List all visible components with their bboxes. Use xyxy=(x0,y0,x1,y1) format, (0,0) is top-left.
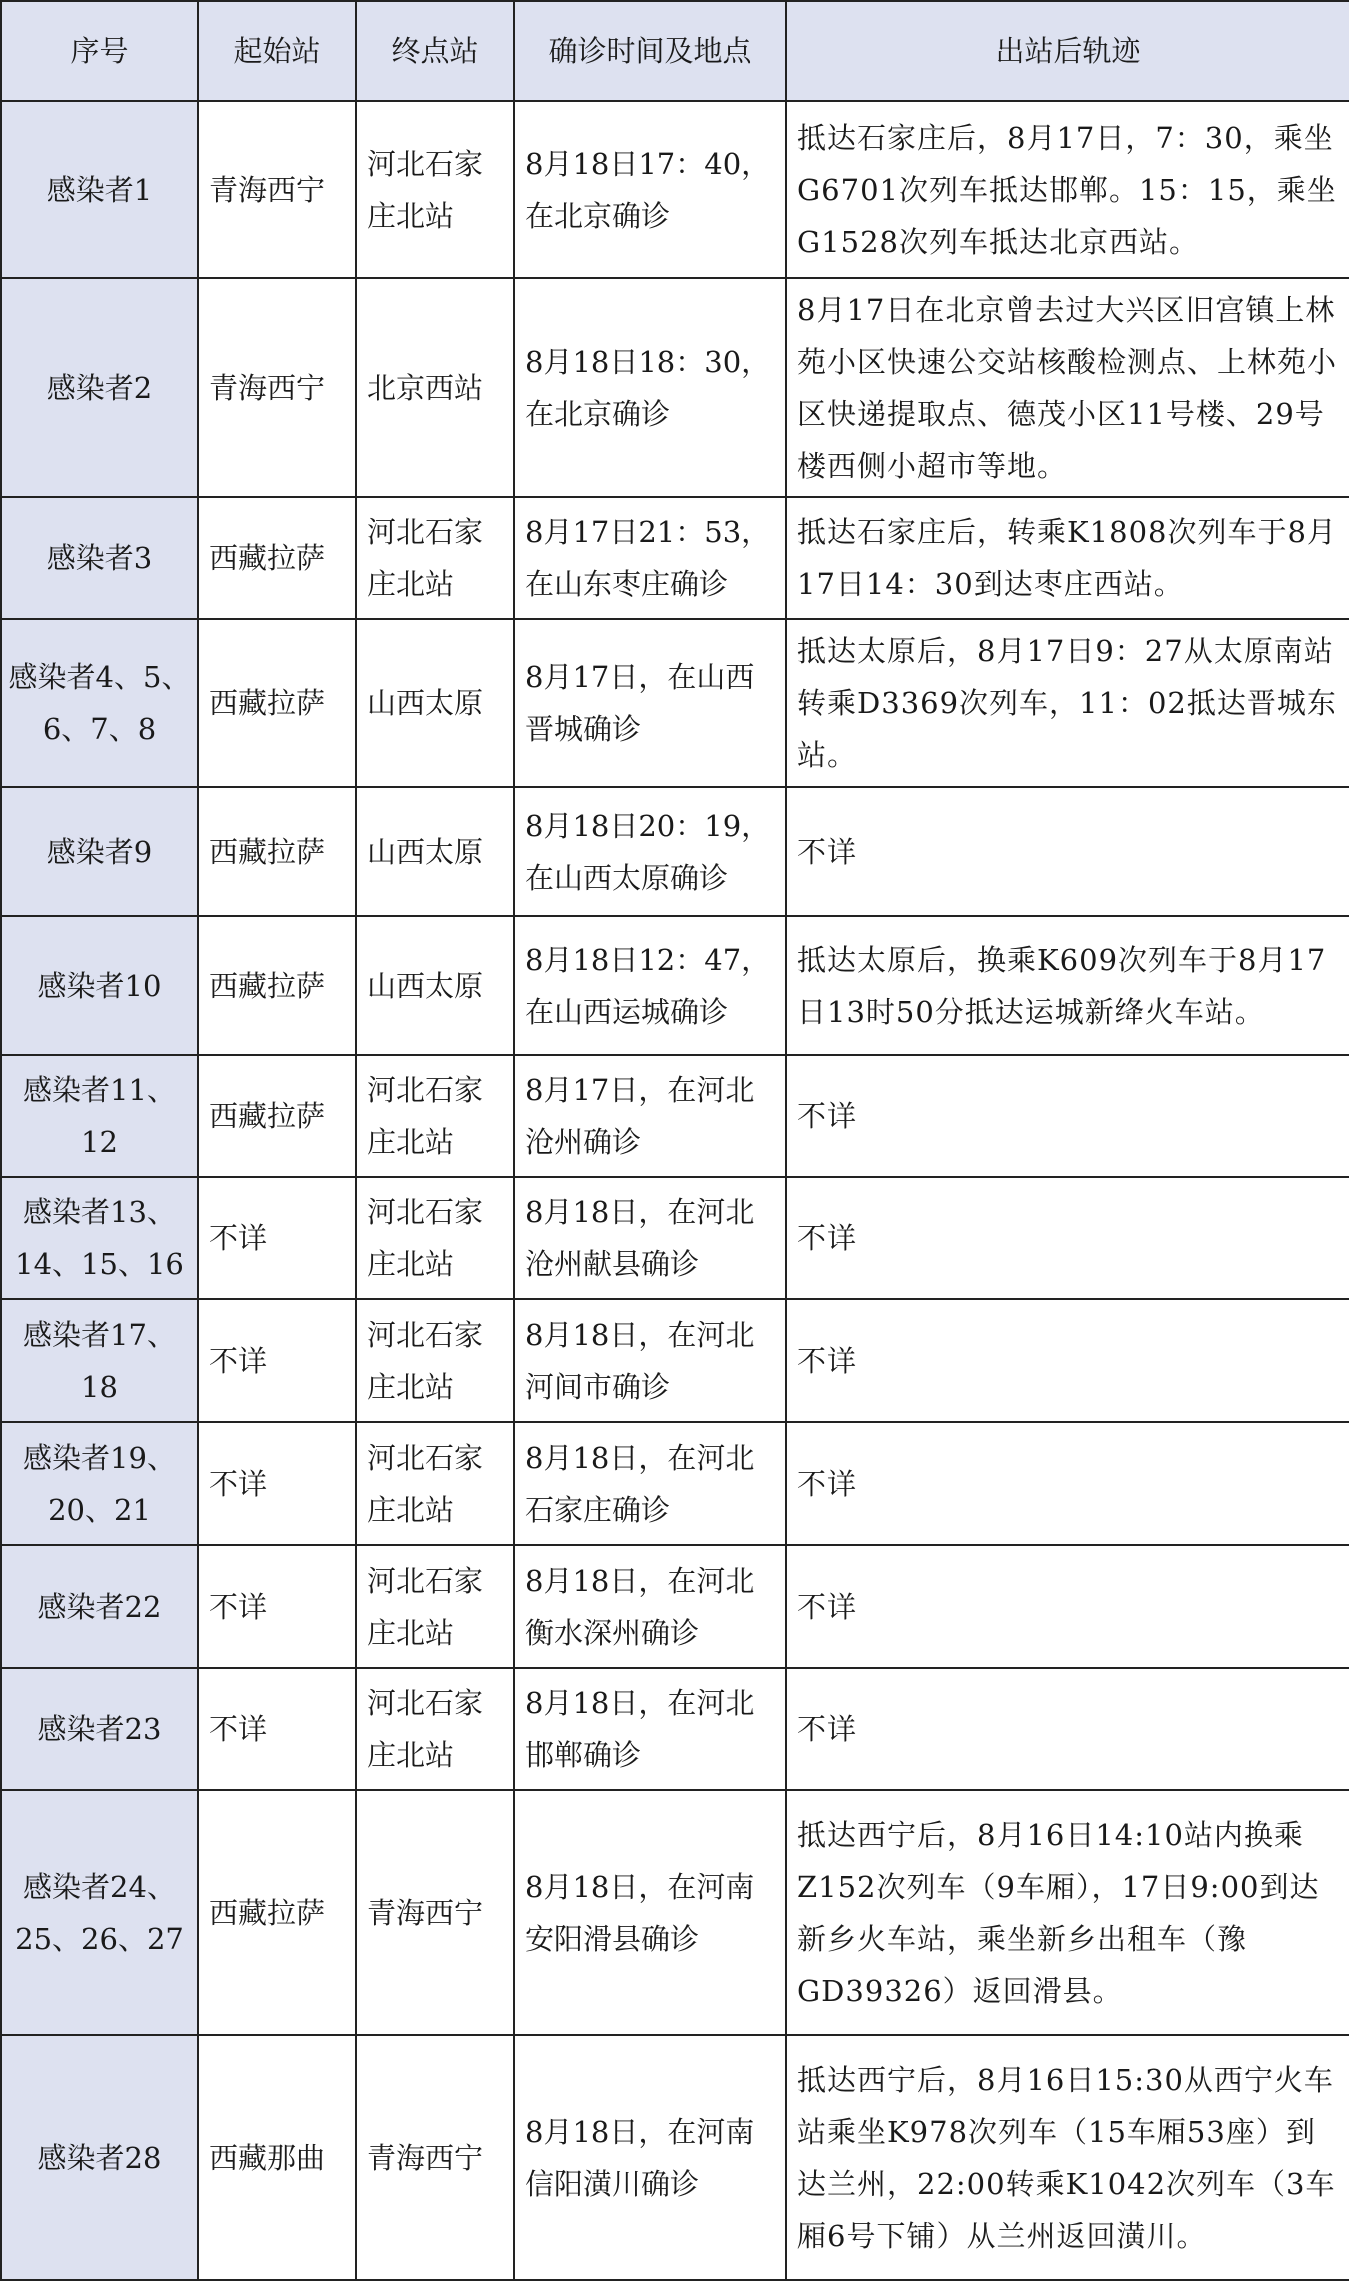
diagnosis-info: 8月17日，在山西晋城确诊 xyxy=(514,619,786,787)
end-station: 河北石家庄北站 xyxy=(356,1422,514,1545)
table-row xyxy=(1,1422,1349,1545)
start-station: 西藏拉萨 xyxy=(198,916,356,1055)
header-trajectory: 出站后轨迹 xyxy=(786,1,1349,101)
end-station: 北京西站 xyxy=(356,278,514,497)
trajectory-info: 抵达石家庄后，转乘K1808次列车于8月17日14：30到达枣庄西站。 xyxy=(786,497,1349,619)
end-station: 山西太原 xyxy=(356,787,514,916)
trajectory-info: 不详 xyxy=(786,1545,1349,1668)
start-station: 青海西宁 xyxy=(198,278,356,497)
start-station: 西藏拉萨 xyxy=(198,497,356,619)
start-station: 不详 xyxy=(198,1299,356,1422)
trajectory-info: 抵达太原后，8月17日9：27从太原南站转乘D3369次列车，11：02抵达晋城东站。 xyxy=(786,619,1349,787)
trajectory-info: 不详 xyxy=(786,1055,1349,1177)
case-id: 感染者28 xyxy=(1,2035,198,2280)
table-row xyxy=(1,1299,1349,1422)
header-diagnosis: 确诊时间及地点 xyxy=(514,1,786,101)
table-row xyxy=(1,278,1349,497)
header-id: 序号 xyxy=(1,1,198,101)
trajectory-info: 不详 xyxy=(786,1668,1349,1790)
trajectory-info: 8月17日在北京曾去过大兴区旧宫镇上林苑小区快速公交站核酸检测点、上林苑小区快递提取点、德茂小区11号楼、29号楼西侧小超市等地。 xyxy=(786,278,1349,497)
diagnosis-info: 8月17日21：53，在山东枣庄确诊 xyxy=(514,497,786,619)
trajectory-info: 不详 xyxy=(786,1422,1349,1545)
start-station: 不详 xyxy=(198,1668,356,1790)
case-id: 感染者9 xyxy=(1,787,198,916)
case-id: 感染者11、12 xyxy=(1,1055,198,1177)
trajectory-info: 不详 xyxy=(786,787,1349,916)
start-station: 不详 xyxy=(198,1545,356,1668)
table-row xyxy=(1,787,1349,916)
end-station: 山西太原 xyxy=(356,916,514,1055)
header-start-station: 起始站 xyxy=(198,1,356,101)
diagnosis-info: 8月18日，在河南信阳潢川确诊 xyxy=(514,2035,786,2280)
start-station: 不详 xyxy=(198,1177,356,1299)
diagnosis-info: 8月18日，在河北河间市确诊 xyxy=(514,1299,786,1422)
diagnosis-info: 8月17日，在河北沧州确诊 xyxy=(514,1055,786,1177)
table-row xyxy=(1,1790,1349,2035)
diagnosis-info: 8月18日，在河北石家庄确诊 xyxy=(514,1422,786,1545)
header-row xyxy=(1,1,1349,101)
case-id: 感染者19、20、21 xyxy=(1,1422,198,1545)
trajectory-info: 抵达石家庄后，8月17日，7：30，乘坐G6701次列车抵达邯郸。15：15，乘坐G1528次列车抵达北京西站。 xyxy=(786,101,1349,278)
case-id: 感染者23 xyxy=(1,1668,198,1790)
diagnosis-info: 8月18日20：19，在山西太原确诊 xyxy=(514,787,786,916)
end-station: 河北石家庄北站 xyxy=(356,1668,514,1790)
table-row xyxy=(1,101,1349,278)
header-end-station: 终点站 xyxy=(356,1,514,101)
end-station: 山西太原 xyxy=(356,619,514,787)
start-station: 青海西宁 xyxy=(198,101,356,278)
end-station: 河北石家庄北站 xyxy=(356,1177,514,1299)
end-station: 青海西宁 xyxy=(356,1790,514,2035)
end-station: 河北石家庄北站 xyxy=(356,497,514,619)
end-station: 青海西宁 xyxy=(356,2035,514,2280)
trajectory-info: 抵达西宁后，8月16日14:10站内换乘Z152次列车（9车厢），17日9:00到达新乡火车站，乘坐新乡出租车（豫GD39326）返回滑县。 xyxy=(786,1790,1349,2035)
end-station: 河北石家庄北站 xyxy=(356,101,514,278)
start-station: 西藏那曲 xyxy=(198,2035,356,2280)
diagnosis-info: 8月18日17：40，在北京确诊 xyxy=(514,101,786,278)
end-station: 河北石家庄北站 xyxy=(356,1545,514,1668)
start-station: 西藏拉萨 xyxy=(198,1055,356,1177)
trajectory-info: 抵达太原后，换乘K609次列车于8月17日13时50分抵达运城新绛火车站。 xyxy=(786,916,1349,1055)
end-station: 河北石家庄北站 xyxy=(356,1299,514,1422)
table-row xyxy=(1,2035,1349,2280)
trajectory-info: 不详 xyxy=(786,1299,1349,1422)
table-row xyxy=(1,1177,1349,1299)
case-id: 感染者2 xyxy=(1,278,198,497)
case-id: 感染者17、18 xyxy=(1,1299,198,1422)
diagnosis-info: 8月18日12：47，在山西运城确诊 xyxy=(514,916,786,1055)
case-id: 感染者4、5、6、7、8 xyxy=(1,619,198,787)
table-row xyxy=(1,1545,1349,1668)
case-id: 感染者24、25、26、27 xyxy=(1,1790,198,2035)
trajectory-info: 抵达西宁后，8月16日15:30从西宁火车站乘坐K978次列车（15车厢53座）到达兰州，22:00转乘K1042次列车（3车厢6号下铺）从兰州返回潢川。 xyxy=(786,2035,1349,2280)
start-station: 西藏拉萨 xyxy=(198,1790,356,2035)
case-id: 感染者22 xyxy=(1,1545,198,1668)
diagnosis-info: 8月18日，在河南安阳滑县确诊 xyxy=(514,1790,786,2035)
end-station: 河北石家庄北站 xyxy=(356,1055,514,1177)
case-id: 感染者10 xyxy=(1,916,198,1055)
case-id: 感染者3 xyxy=(1,497,198,619)
table-row xyxy=(1,619,1349,787)
start-station: 不详 xyxy=(198,1422,356,1545)
diagnosis-info: 8月18日，在河北邯郸确诊 xyxy=(514,1668,786,1790)
trajectory-info: 不详 xyxy=(786,1177,1349,1299)
diagnosis-info: 8月18日18：30，在北京确诊 xyxy=(514,278,786,497)
case-id: 感染者1 xyxy=(1,101,198,278)
table-row xyxy=(1,1668,1349,1790)
case-id: 感染者13、14、15、16 xyxy=(1,1177,198,1299)
table-row xyxy=(1,497,1349,619)
table-row xyxy=(1,1055,1349,1177)
start-station: 西藏拉萨 xyxy=(198,787,356,916)
table-row xyxy=(1,916,1349,1055)
diagnosis-info: 8月18日，在河北衡水深州确诊 xyxy=(514,1545,786,1668)
diagnosis-info: 8月18日，在河北沧州献县确诊 xyxy=(514,1177,786,1299)
start-station: 西藏拉萨 xyxy=(198,619,356,787)
